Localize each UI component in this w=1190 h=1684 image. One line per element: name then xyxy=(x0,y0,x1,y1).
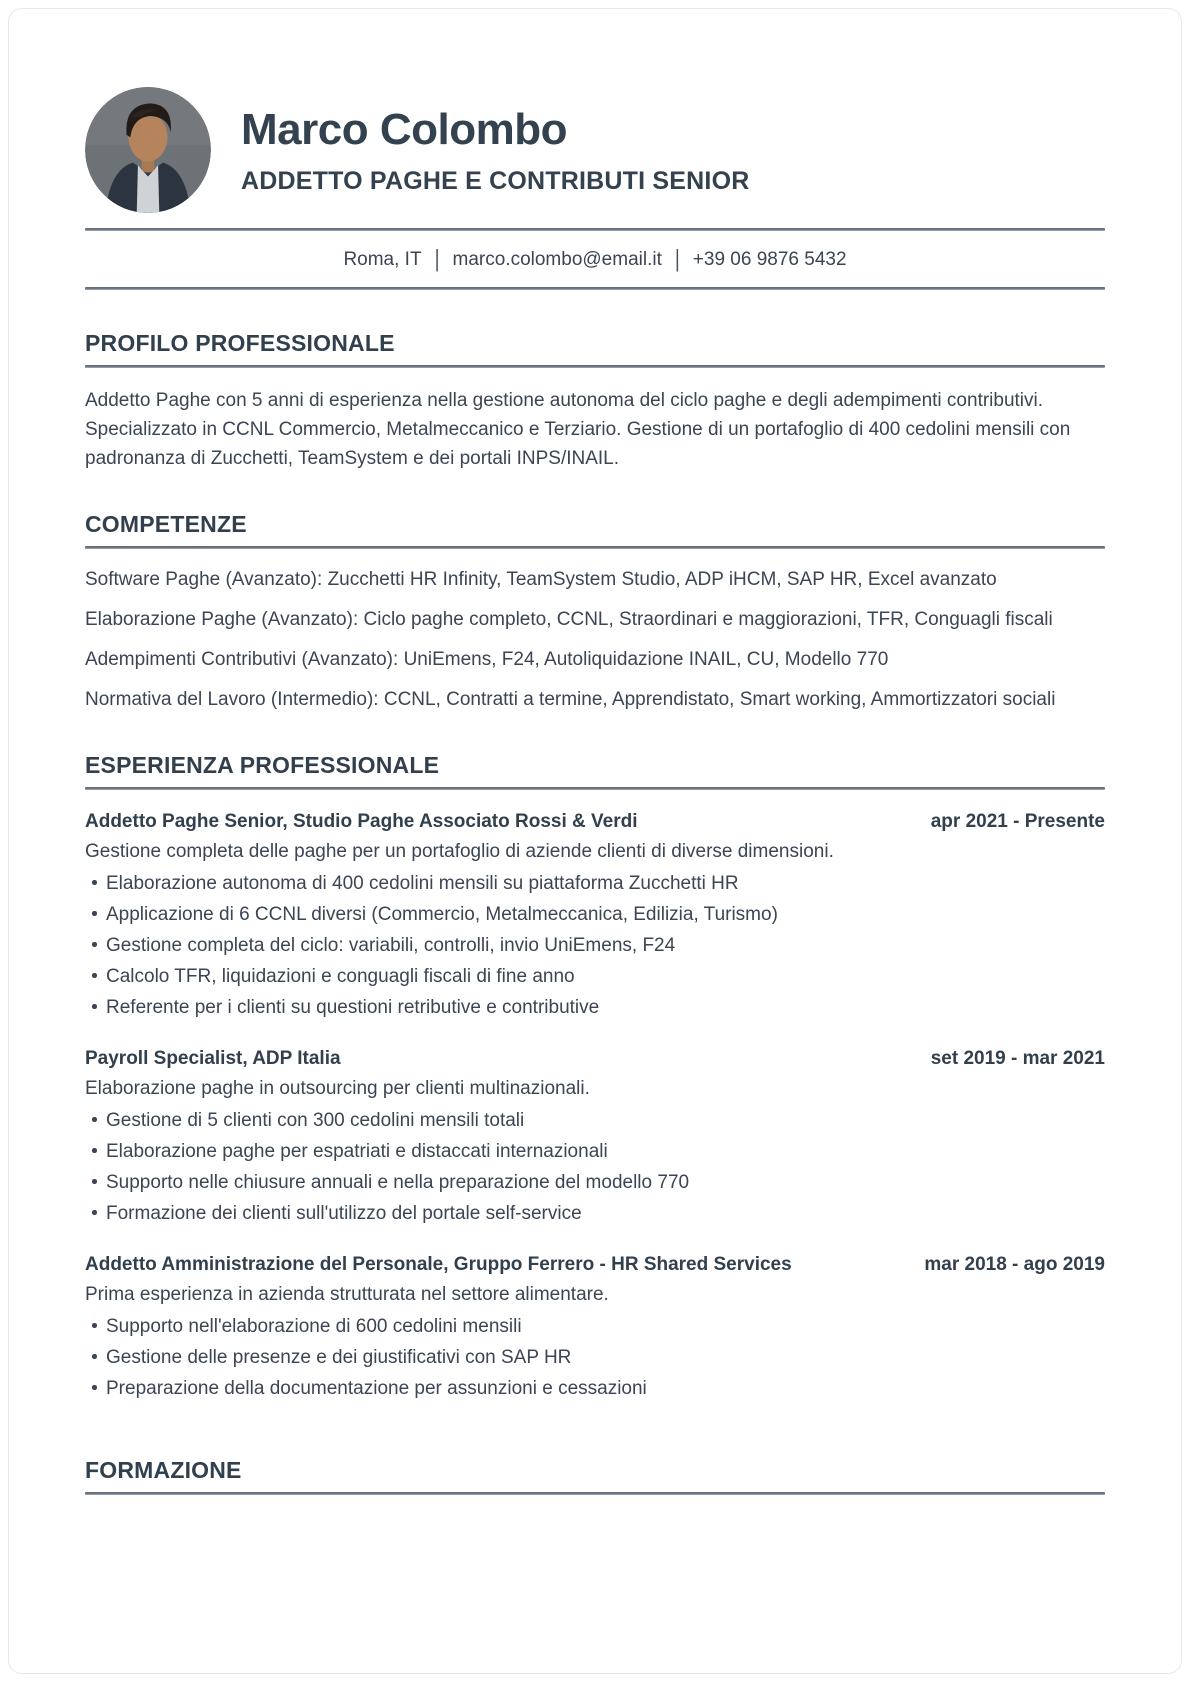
section-heading-experience: ESPERIENZA PROFESSIONALE xyxy=(85,752,440,778)
person-portrait-image xyxy=(85,87,211,213)
skill-item: Adempimenti Contributivi (Avanzato): UniEmens, F24, Autoliquidazione INAIL, CU, Modello 770 xyxy=(85,649,889,670)
job-entry xyxy=(85,807,1105,1022)
job-bullet: Supporto nell'elaborazione di 600 cedolini mensili xyxy=(85,1312,1105,1341)
job-dates: apr 2021 - Presente xyxy=(930,811,1105,832)
profile-photo xyxy=(85,87,211,213)
job-summary: Elaborazione paghe in outsourcing per clienti multinazionali. xyxy=(85,1078,590,1099)
section-experience xyxy=(85,750,1105,1403)
job-bullet: Referente per i clienti su questioni retributive e contributive xyxy=(85,993,1105,1022)
job-bullet: Gestione completa del ciclo: variabili, controlli, invio UniEmens, F24 xyxy=(85,931,1105,960)
resume-header xyxy=(85,9,1105,213)
contact-email: marco.colombo@email.it xyxy=(452,249,662,270)
job-title: Addetto Paghe Senior, Studio Paghe Associato Rossi & Verdi xyxy=(85,811,638,832)
job-bullet: Gestione delle presenze e dei giustificativi con SAP HR xyxy=(85,1343,1105,1372)
section-heading-skills: COMPETENZE xyxy=(85,511,247,537)
job-header-row xyxy=(85,1250,1105,1280)
section-rule-profile xyxy=(85,365,1105,368)
job-bullet: Preparazione della documentazione per assunzioni e cessazioni xyxy=(85,1374,1105,1403)
section-rule-experience xyxy=(85,787,1105,790)
job-bullet: Supporto nelle chiusure annuali e nella preparazione del modello 770 xyxy=(85,1168,1105,1197)
header-divider-bottom xyxy=(85,287,1105,290)
contact-row xyxy=(85,231,1105,287)
section-skills xyxy=(85,509,1105,714)
contact-phone: +39 06 9876 5432 xyxy=(692,249,847,270)
section-rule-education xyxy=(85,1492,1105,1495)
job-bullet: Calcolo TFR, liquidazioni e conguagli fiscali di fine anno xyxy=(85,962,1105,991)
contact-separator: | xyxy=(434,246,440,273)
job-summary: Gestione completa delle paghe per un portafoglio di aziende clienti di diverse dimensioni. xyxy=(85,841,834,862)
section-rule-skills xyxy=(85,546,1105,549)
job-summary: Prima esperienza in azienda strutturata nel settore alimentare. xyxy=(85,1284,609,1305)
contact-separator: | xyxy=(674,246,680,273)
header-text-block xyxy=(241,105,749,196)
section-heading-profile: PROFILO PROFESSIONALE xyxy=(85,330,395,356)
job-title: Payroll Specialist, ADP Italia xyxy=(85,1048,341,1069)
job-dates: mar 2018 - ago 2019 xyxy=(924,1254,1105,1275)
candidate-name: Marco Colombo xyxy=(241,104,567,154)
section-heading-education: FORMAZIONE xyxy=(85,1457,242,1483)
job-bullet-list xyxy=(85,869,1105,1022)
job-dates: set 2019 - mar 2021 xyxy=(930,1048,1105,1069)
job-entry xyxy=(85,1044,1105,1228)
skill-item: Elaborazione Paghe (Avanzato): Ciclo paghe completo, CCNL, Straordinari e maggiorazioni, TFR, Conguagli fiscali xyxy=(85,609,1053,630)
skill-item: Normativa del Lavoro (Intermedio): CCNL, Contratti a termine, Apprendistato, Smart working, Ammortizzatori sociali xyxy=(85,689,1056,710)
candidate-job-title: ADDETTO PAGHE E CONTRIBUTI SENIOR xyxy=(241,166,750,195)
job-bullet: Formazione dei clienti sull'utilizzo del portale self-service xyxy=(85,1199,1105,1228)
job-header-row xyxy=(85,1044,1105,1074)
job-bullet: Gestione di 5 clienti con 300 cedolini mensili totali xyxy=(85,1106,1105,1135)
profile-summary-text: Addetto Paghe con 5 anni di esperienza nella gestione autonoma del ciclo paghe e degli adempimenti contributivi. Specializzato in CCNL Commercio, Metalmeccanico e Terziario. Gestione di un portafoglio di 400 cedolini mensili con padronanza di Zucchetti, TeamSystem e dei portali INPS/INAIL. xyxy=(85,390,1071,469)
skill-item: Software Paghe (Avanzato): Zucchetti HR Infinity, TeamSystem Studio, ADP iHCM, SAP HR, Excel avanzato xyxy=(85,569,997,590)
job-bullet: Applicazione di 6 CCNL diversi (Commercio, Metalmeccanica, Edilizia, Turismo) xyxy=(85,900,1105,929)
job-bullet-list xyxy=(85,1106,1105,1228)
resume-page xyxy=(8,8,1182,1674)
section-education xyxy=(85,1455,1105,1495)
job-entry xyxy=(85,1250,1105,1403)
job-header-row xyxy=(85,807,1105,837)
job-bullet: Elaborazione autonoma di 400 cedolini mensili su piattaforma Zucchetti HR xyxy=(85,869,1105,898)
contact-location: Roma, IT xyxy=(343,249,422,270)
section-profile xyxy=(85,328,1105,473)
job-bullet: Elaborazione paghe per espatriati e distaccati internazionali xyxy=(85,1137,1105,1166)
job-title: Addetto Amministrazione del Personale, Gruppo Ferrero - HR Shared Services xyxy=(85,1254,792,1275)
job-bullet-list xyxy=(85,1312,1105,1403)
